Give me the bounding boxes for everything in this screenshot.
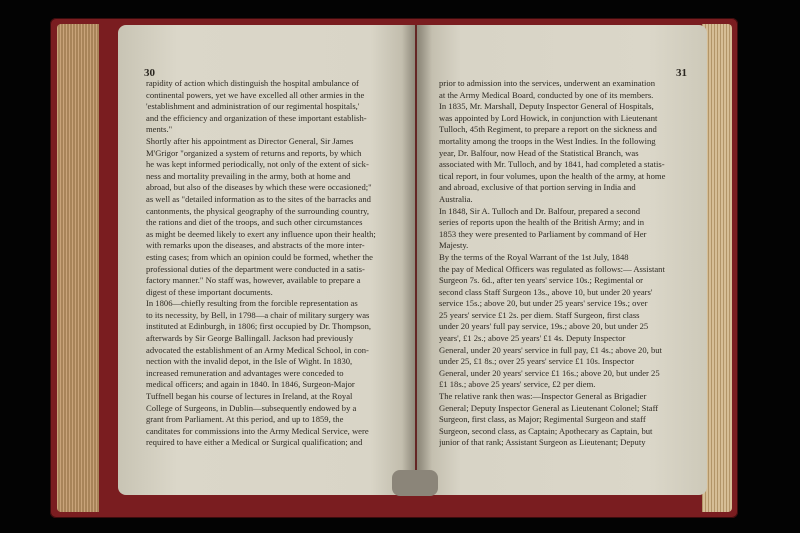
text-line: The relative rank then was:—Inspector General as Brigadier <box>439 391 647 402</box>
text-line: Surgeon, first class, as Major; Regimental Surgeon and staff <box>439 414 646 425</box>
text-line: 1853 they were presented to Parliament by command of Her <box>439 228 647 239</box>
text-line: prior to admission into the services, underwent an examination <box>439 78 655 88</box>
text-line: the rations and diet of the troops, and such other circumstances <box>146 217 363 228</box>
text-line: Tuffnell began his course of lectures in Ireland, at the Royal <box>146 391 353 402</box>
text-line: Australia. <box>439 193 473 204</box>
text-line: College of Surgeons, in Dublin—subsequently endowed by a <box>146 402 357 413</box>
text-line: associated with Mr. Tulloch, and by 1841, had completed a statis- <box>439 159 665 170</box>
text-line: ness and mortality prevailing in the army, both at home and <box>146 170 351 181</box>
text-line: under 20 years' full pay service, 19s.; above 20, but under 25 <box>439 321 649 332</box>
text-line: as well as "detailed information as to the sites of the barracks and <box>146 193 371 204</box>
text-line: £1 18s.; above 25 years' service, £2 per diem. <box>439 379 596 390</box>
text-line: years', £1 2s.; above 25 years' £1 4s. Deputy Inspector <box>439 333 626 344</box>
text-line: General; Deputy Inspector General as Lieutenant Colonel; Staff <box>439 402 659 413</box>
page-edges-left <box>57 24 99 512</box>
text-line: junior of that rank; Assistant Surgeon as Lieutenant; Deputy <box>439 437 646 448</box>
text-line: mortality among the troops in the West Indies. In the following <box>439 135 656 146</box>
text-line: was appointed by Lord Howick, in conjunction with Lieutenant <box>439 112 658 123</box>
text-line: esting cases; from which an opinion could be formed, whether the <box>146 251 373 262</box>
text-line: cantonments, the physical geography of the surrounding country, <box>146 205 370 216</box>
text-line: Tulloch, 45th Regiment, to prepare a report on the sickness and <box>439 124 657 135</box>
text-line: he was kept informed periodically, not only of the extent of sick- <box>146 159 369 170</box>
text-line: M'Grigor "organized a system of returns and reports, by which <box>146 147 362 158</box>
text-line: and abroad, exclusive of that portion serving in India and <box>439 182 636 193</box>
text-line: ments." <box>146 124 173 135</box>
text-line: instituted at Edinburgh, in 1806; first occupied by Dr. Thompson, <box>146 321 372 332</box>
page-number-left: 30 <box>144 67 155 79</box>
text-line: In 1848, Sir A. Tulloch and Dr. Balfour, prepared a second <box>439 205 641 216</box>
text-line: rapidity of action which distinguish the hospital ambulance of <box>146 78 359 88</box>
text-line: as might be deemed likely to exert any influence upon their health; <box>146 228 376 239</box>
text-line: Surgeon 7s. 6d., after ten years' service 10s.; Regimental or <box>439 275 644 286</box>
text-line: Shortly after his appointment as Director General, Sir James <box>146 135 354 146</box>
text-line: continental powers, yet we have excelled all other armies in the <box>146 89 365 100</box>
text-line: digest of these important documents. <box>146 286 273 297</box>
text-line: under 25, £1 8s.; over 25 years' service £1 10s. Inspector <box>439 356 635 367</box>
text-line: to its necessity, by Bell, in 1798—a chair of military surgery was <box>146 309 370 320</box>
text-line: year, Dr. Balfour, now Head of the Statistical Branch, was <box>439 147 639 158</box>
text-line: nection with the invalid depot, in the Isle of Wight. In 1830, <box>146 356 353 367</box>
right-page-text <box>439 78 685 449</box>
text-line: afterwards by Sir George Ballingall. Jackson had previously <box>146 333 353 344</box>
text-line: required to have either a Medical or Surgical qualification; and <box>146 437 363 448</box>
text-line: canditates for commissions into the Army Medical Service, were <box>146 425 369 436</box>
text-line: service 15s.; above 20, but under 25 years' service 19s.; over <box>439 298 648 309</box>
text-line: series of reports upon the health of the British Army; and in <box>439 217 645 228</box>
text-line: professional duties of the department were conducted in a satis- <box>146 263 365 274</box>
left-page-text <box>146 78 392 449</box>
text-line: grant from Parliament. At this period, and up to 1859, the <box>146 414 344 425</box>
text-line: Surgeon, second class, as Captain; Apothecary as Captain, but <box>439 425 653 436</box>
binding-clasp <box>392 470 438 496</box>
book-gutter <box>402 25 432 495</box>
text-line: with remarks upon the diseases, and abstracts of the more inter- <box>146 240 365 251</box>
text-line: 'establishment and administration of our regimental hospitals,' <box>146 101 360 112</box>
text-line: By the terms of the Royal Warrant of the 1st July, 1848 <box>439 251 629 262</box>
text-line: tical report, in four volumes, upon the health of the army, at home <box>439 170 666 181</box>
text-line: Majesty. <box>439 240 469 251</box>
left-page <box>118 25 415 495</box>
text-line: In 1806—chiefly resulting from the forcible representation as <box>146 298 358 309</box>
text-line: 25 years' service £1 2s. per diem. Staff Surgeon, first class <box>439 309 640 320</box>
text-line: at the Army Medical Board, conducted by one of its members. <box>439 89 654 100</box>
text-line: factory manner." No staff was, however, available to prepare a <box>146 275 361 286</box>
text-line: advocated the establishment of an Army Medical School, in con- <box>146 344 369 355</box>
text-line: second class Staff Surgeon 13s., above 10, but under 20 years' <box>439 286 653 297</box>
text-line: In 1835, Mr. Marshall, Deputy Inspector General of Hospitals, <box>439 101 654 112</box>
text-line: General, under 20 years' service in full pay, £1 4s.; above 20, but <box>439 344 662 355</box>
text-line: medical officers; and again in 1840. In 1846, Surgeon-Major <box>146 379 355 390</box>
text-line: General, under 20 years' service £1 16s.; above 20, but under 25 <box>439 367 660 378</box>
text-line: abroad, but also of the diseases by which these were occasioned;" <box>146 182 372 193</box>
text-line: and the efficiency and organization of these important establish- <box>146 112 367 123</box>
right-page <box>417 25 707 495</box>
page-number-right: 31 <box>676 67 687 79</box>
text-line: increased remuneration and advantages were conceded to <box>146 367 344 378</box>
text-line: the pay of Medical Officers was regulated as follows:— Assistant <box>439 263 665 274</box>
